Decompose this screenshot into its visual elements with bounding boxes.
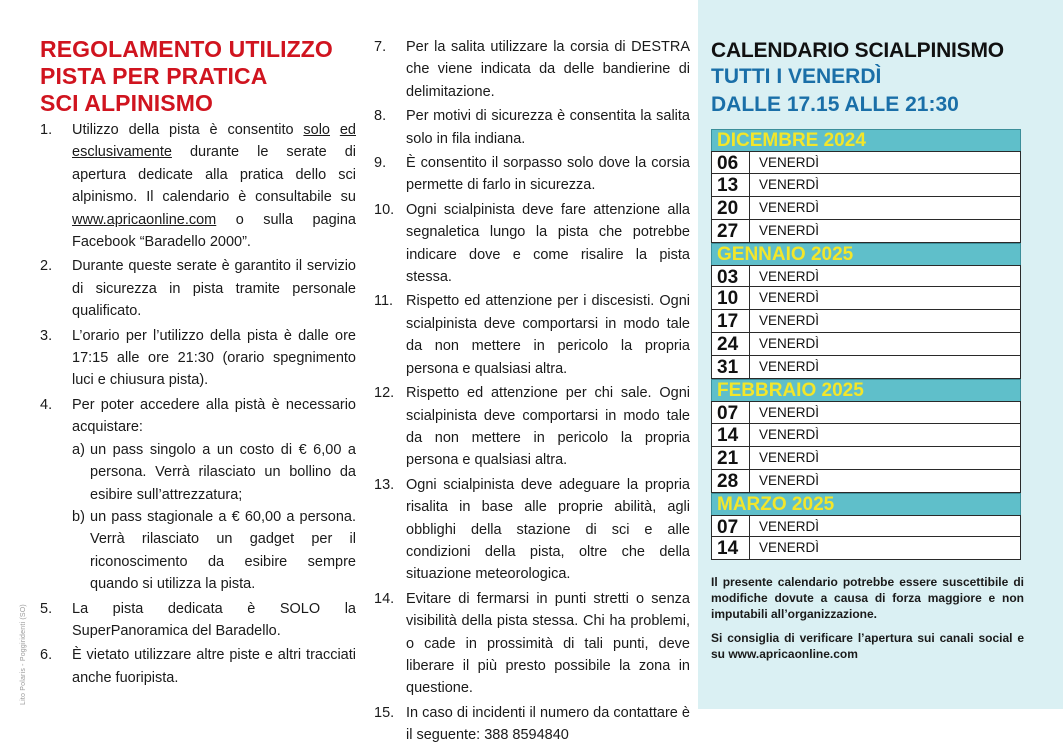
calendar-row — [711, 401, 1021, 424]
title-line-3: SCI ALPINISMO — [40, 90, 213, 116]
rule-item — [40, 119, 356, 253]
weekday-label: VENERDÌ — [759, 540, 820, 556]
rule-item — [374, 290, 690, 380]
calendar-row — [711, 265, 1021, 288]
rule-item — [374, 588, 690, 700]
day-number: 13 — [712, 174, 750, 196]
day-number: 21 — [712, 447, 750, 469]
rule-item — [374, 105, 690, 150]
rule-number: 5. — [40, 600, 53, 617]
rule-item — [40, 255, 356, 322]
rule-text: Per poter accedere alla pistà è necessario acquistare: a) un pass singolo a un costo di € 6,00 a persona. Verrà rilasciato un bollino da esibire sull’attrezzatura; b) un pass stagionale a € 60,00 a persona. Verrà rilasciato un gadget per il riconoscimento da esibire sempre quando si utilizza la pista. — [72, 394, 356, 596]
calendar-row — [711, 424, 1021, 447]
calendar-table — [711, 129, 1021, 560]
month-header: MARZO 2025 — [711, 493, 1021, 515]
rule-item — [40, 644, 356, 689]
calendar-row — [711, 197, 1021, 220]
month-header: FEBBRAIO 2025 — [711, 379, 1021, 401]
rule-item — [374, 382, 690, 472]
sub-item-a: a) un pass singolo a un costo di € 6,00 a persona. Verrà rilasciato un bollino da esibire sull’attrezzatura; — [72, 441, 356, 503]
rule-item — [374, 474, 690, 586]
calendar-row — [711, 220, 1021, 243]
day-number: 20 — [712, 197, 750, 219]
rules-list-left — [40, 119, 356, 689]
rule-text: Ogni scialpinista deve fare attenzione alla segnaletica lungo la pista che potrebbe indicare dove e come risalire la pista stessa. — [406, 201, 690, 286]
sub-list — [72, 439, 356, 596]
day-number: 07 — [712, 402, 750, 423]
rule-number: 8. — [374, 108, 387, 125]
rule-item — [40, 325, 356, 392]
day-number: 17 — [712, 310, 750, 332]
weekday-label: VENERDÌ — [759, 222, 820, 238]
calendar-row — [711, 151, 1021, 174]
rules-list-right — [374, 36, 690, 747]
day-number: 28 — [712, 470, 750, 492]
calendar-row — [711, 537, 1021, 560]
rule-text: Durante queste serate è garantito il servizio di sicurezza in pista tramite personale qualificato. — [72, 258, 356, 320]
day-number: 27 — [712, 220, 750, 242]
day-number: 14 — [712, 424, 750, 446]
rule-item — [374, 36, 690, 103]
calendar-disclaimer: Il presente calendario potrebbe essere suscettibile di modifiche dovute a causa di forza maggiore e non imputabili all’organizzazione. — [711, 575, 1024, 621]
rule-text: Rispetto ed attenzione per chi sale. Ogni scialpinista deve comportarsi in modo tale da non mettere in pericolo la propria persona e qualsiasi altra. — [406, 385, 690, 469]
rule-number: 4. — [40, 396, 53, 413]
day-number: 06 — [712, 152, 750, 173]
website-link[interactable]: www.apricaonline.com — [72, 211, 217, 228]
rule-number: 9. — [374, 155, 387, 172]
rule-number: 11. — [374, 293, 394, 310]
rule-item — [374, 199, 690, 289]
day-number: 10 — [712, 287, 750, 309]
rule-number: 3. — [40, 327, 53, 344]
calendar-row — [711, 310, 1021, 333]
rule-text: In caso di incidenti il numero da contattare è il seguente: 388 8594840 — [406, 704, 690, 744]
rule-number: 14. — [374, 590, 395, 607]
weekday-label: VENERDÌ — [759, 449, 820, 465]
weekday-label: VENERDÌ — [759, 290, 820, 306]
rule-text: Per motivi di sicurezza è consentita la salita solo in fila indiana. — [406, 108, 690, 147]
rule-text: Per la salita utilizzare la corsia di DESTRA che viene indicata da delle bandierine di delimitazione. — [406, 39, 690, 100]
day-number: 14 — [712, 537, 750, 559]
rule-item — [40, 598, 356, 643]
rule-text: Utilizzo della pista è consentito solo ed esclusivamente durante le serate di apertura dedicate alla pratica dello sci alpinismo. Il calendario è consultabile su www.apricaonline.com o sulla pagina Facebook “Baradello 2000”. — [72, 122, 356, 251]
rule-text: Ogni scialpinista deve adeguare la propria risalita in base alle proprie abilità, agli obblighi della stazione di sci e alle condizioni della pista, oltre che della situazione meteorologica. — [406, 476, 690, 583]
day-number: 31 — [712, 356, 750, 378]
weekday-label: VENERDÌ — [759, 155, 820, 170]
weekday-label: VENERDÌ — [759, 313, 820, 329]
weekday-label: VENERDÌ — [759, 336, 820, 352]
rule-number: 12. — [374, 385, 395, 402]
title-line-2: PISTA PER PRATICA — [40, 63, 268, 89]
weekday-label: VENERDÌ — [759, 268, 820, 284]
day-number: 03 — [712, 266, 750, 287]
title-line-1: REGOLAMENTO UTILIZZO — [40, 36, 333, 62]
rule-text: L’orario per l’utilizzo della pista è dalle ore 17:15 alle ore 21:30 (orario spegnimento luci e chiusura pista). — [72, 327, 356, 389]
weekday-label: VENERDÌ — [759, 199, 820, 215]
calendar-row — [711, 515, 1021, 538]
rule-text: Evitare di fermarsi in punti stretti o senza visibilità della pista stessa. Chi ha problemi, o cade in prossimità di tali punti, deve liberare il più presto possibile la zona in questione. — [406, 590, 690, 697]
weekday-label: VENERDÌ — [759, 518, 820, 534]
page-title — [40, 36, 356, 117]
rule-number: 6. — [40, 647, 53, 664]
sub-item-b: b) un pass stagionale a € 60,00 a persona. Verrà rilasciato un gadget per il riconoscimento da esibire sempre quando si utilizza la pista. — [72, 508, 356, 593]
calendar-row — [711, 470, 1021, 493]
calendar-subtitle-hours: DALLE 17.15 ALLE 21:30 — [711, 93, 959, 116]
calendar-row — [711, 356, 1021, 379]
weekday-label: VENERDÌ — [759, 426, 820, 442]
rule-text: È consentito il sorpasso solo dove la corsia permette di farlo in sicurezza. — [406, 155, 690, 194]
rule-text: La pista dedicata è SOLO la SuperPanoramica del Baradello. — [72, 600, 356, 639]
rule-text: Rispetto ed attenzione per i discesisti. Ogni scialpinista deve comportarsi in modo tale da non mettere in pericolo la propria persona e qualsiasi altra. — [406, 293, 690, 377]
weekday-label: VENERDÌ — [759, 405, 820, 421]
rule-number: 15. — [374, 704, 395, 721]
calendar-row — [711, 333, 1021, 356]
weekday-label: VENERDÌ — [759, 472, 820, 488]
month-header: GENNAIO 2025 — [711, 243, 1021, 265]
rule-item — [374, 702, 690, 747]
rules-column-left — [40, 36, 356, 691]
printer-credit: Lito Polaris - Poggiridenti (SO) — [20, 604, 27, 705]
calendar-subtitle-days: TUTTI I VENERDÌ — [711, 65, 882, 88]
weekday-label: VENERDÌ — [759, 176, 820, 192]
rule-item — [374, 152, 690, 197]
rule-item — [40, 394, 356, 596]
rule-text: È vietato utilizzare altre piste e altri tracciati anche fuoripista. — [72, 647, 356, 686]
rule-number: 7. — [374, 39, 387, 55]
calendar-row — [711, 174, 1021, 197]
rule-number: 13. — [374, 476, 395, 493]
rules-column-right — [374, 36, 690, 747]
day-number: 24 — [712, 333, 750, 355]
calendar-panel — [698, 0, 1063, 709]
calendar-row — [711, 447, 1021, 470]
rule-number: 10. — [374, 201, 395, 218]
month-header: DICEMBRE 2024 — [711, 129, 1021, 151]
rule-number: 1. — [40, 122, 53, 138]
weekday-label: VENERDÌ — [759, 359, 820, 375]
calendar-title: CALENDARIO SCIALPINISMO — [711, 39, 1004, 62]
rule-number: 2. — [40, 258, 53, 275]
calendar-row — [711, 287, 1021, 310]
calendar-social-note: Si consiglia di verificare l’apertura sui canali social e su www.apricaonline.com — [711, 631, 1024, 661]
day-number: 07 — [712, 516, 750, 537]
